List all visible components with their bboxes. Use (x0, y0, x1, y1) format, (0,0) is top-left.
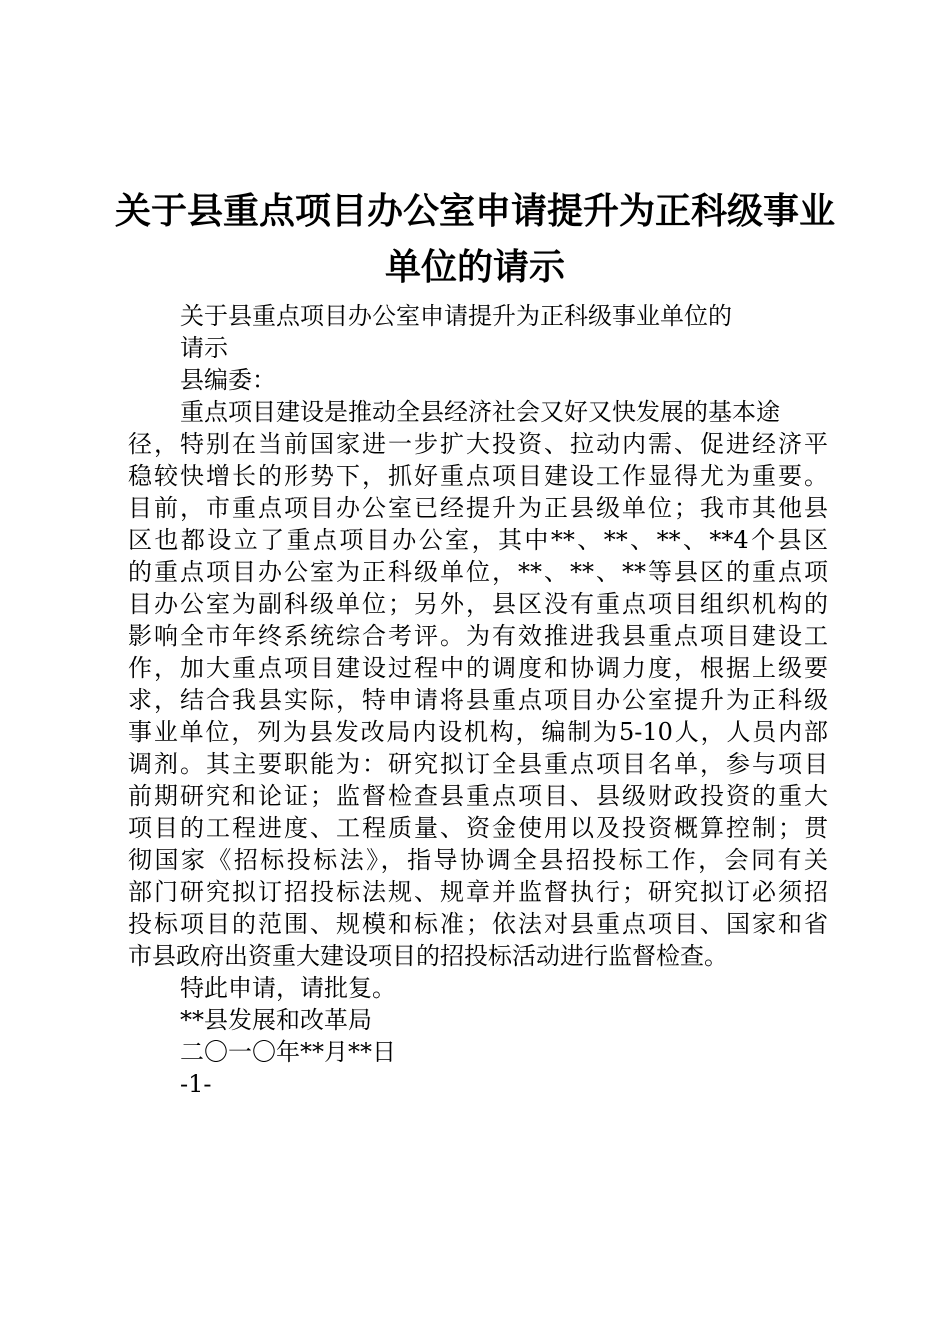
body-line: 部门研究拟订招投标法规、规章并监督执行；研究拟订必须招 (128, 878, 828, 906)
subtitle-line-2: 请示 (180, 334, 228, 362)
body-line: 目办公室为副科级单位；另外，县区没有重点项目组织机构的 (128, 590, 828, 618)
body-line: 彻国家《招标投标法》，指导协调全县招投标工作，会同有关 (128, 846, 828, 874)
body-line: 区也都设立了重点项目办公室，其中**、**、**、**4个县区 (128, 526, 828, 554)
closing-line: 特此申请，请批复。 (180, 974, 396, 1002)
body-line: 影响全市年终系统综合考评。为有效推进我县重点项目建设工 (128, 622, 828, 650)
body-line: 目前，市重点项目办公室已经提升为正县级单位；我市其他县 (128, 494, 828, 522)
date: 二〇一〇年**月**日 (180, 1038, 396, 1066)
body-line: 稳较快增长的形势下，抓好重点项目建设工作显得尤为重要。 (128, 462, 828, 490)
body-line: 事业单位，列为县发改局内设机构，编制为5-10人，人员内部 (128, 718, 828, 746)
document-title-line-1: 关于县重点项目办公室申请提升为正科级事业 (114, 191, 835, 232)
body-line: 求，结合我县实际，特申请将县重点项目办公室提升为正科级 (128, 686, 828, 714)
body-line: 径，特别在当前国家进一步扩大投资、拉动内需、促进经济平 (128, 430, 828, 458)
body-line: 项目的工程进度、工程质量、资金使用以及投资概算控制；贯 (128, 814, 828, 842)
body-line: 投标项目的范围、规模和标准；依法对县重点项目、国家和省 (128, 910, 828, 938)
body-line: 前期研究和论证；监督检查县重点项目、县级财政投资的重大 (128, 782, 828, 810)
body-line: 的重点项目办公室为正科级单位，**、**、**等县区的重点项 (128, 558, 828, 586)
subtitle-line-1: 关于县重点项目办公室申请提升为正科级事业单位的 (180, 302, 732, 330)
body-line: 市县政府出资重大建设项目的招投标活动进行监督检查。 (128, 942, 728, 970)
page-number: -1- (180, 1070, 212, 1098)
document-title-line-2: 单位的请示 (384, 247, 565, 288)
body-line: 作，加大重点项目建设过程中的调度和协调力度，根据上级要 (128, 654, 828, 682)
body-line: 重点项目建设是推动全县经济社会又好又快发展的基本途 (180, 398, 780, 426)
addressee: 县编委： (180, 366, 276, 394)
body-line: 调剂。其主要职能为：研究拟订全县重点项目名单，参与项目 (128, 750, 828, 778)
sender: **县发展和改革局 (180, 1006, 372, 1034)
document-body (128, 300, 828, 1100)
